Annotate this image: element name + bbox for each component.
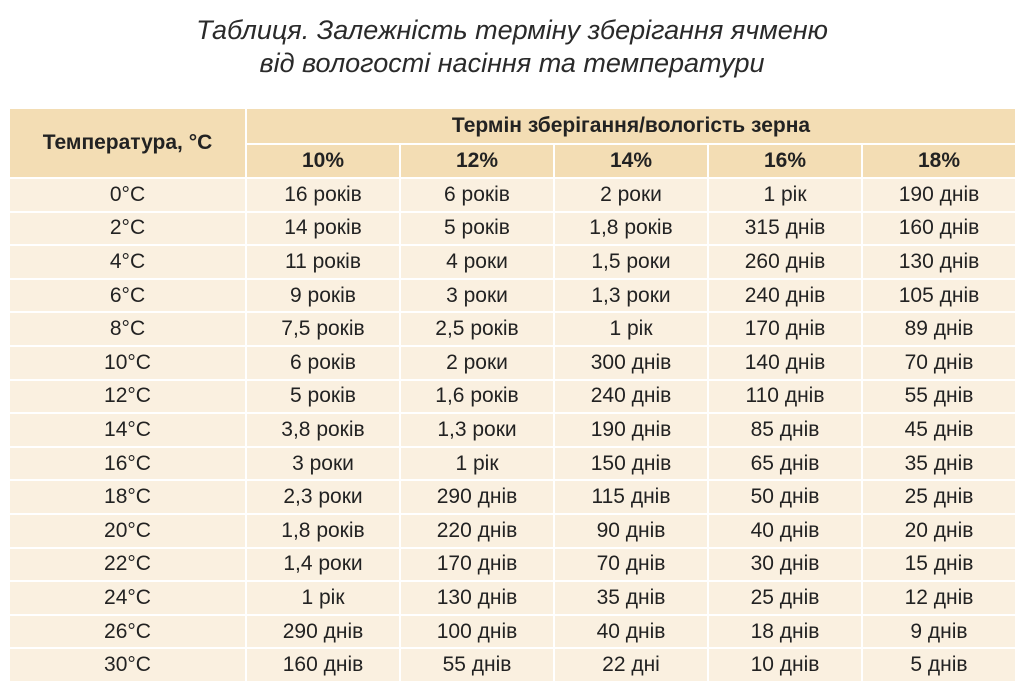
temperature-cell: 10°С [9,346,246,380]
table-row [9,581,1016,615]
caption-line-1: Таблиця. Залежність терміну зберігання ячменю [196,15,828,45]
storage-term-cell: 115 днів [554,480,708,514]
storage-term-cell: 20 днів [862,514,1016,548]
storage-term-cell: 9 років [246,279,400,313]
storage-term-cell: 25 днів [862,480,1016,514]
table-row [9,514,1016,548]
storage-term-cell: 1,3 роки [400,413,554,447]
temperature-cell: 24°С [9,581,246,615]
storage-term-cell: 1,4 роки [246,548,400,582]
storage-term-cell: 1,3 роки [554,279,708,313]
table-row [9,312,1016,346]
storage-term-cell: 260 днів [708,245,862,279]
storage-term-cell: 5 років [246,380,400,414]
moisture-header: 12% [400,144,554,178]
temperature-cell: 14°С [9,413,246,447]
storage-term-cell: 1,6 років [400,380,554,414]
storage-term-cell: 130 днів [400,581,554,615]
storage-term-cell: 220 днів [400,514,554,548]
storage-term-cell: 130 днів [862,245,1016,279]
storage-term-cell: 9 днів [862,615,1016,649]
storage-term-cell: 240 днів [554,380,708,414]
storage-term-cell: 12 днів [862,581,1016,615]
storage-term-cell: 30 днів [708,548,862,582]
temperature-cell: 16°С [9,447,246,481]
table-header [9,108,1016,178]
storage-term-cell: 300 днів [554,346,708,380]
storage-term-cell: 7,5 років [246,312,400,346]
storage-term-cell: 290 днів [400,480,554,514]
storage-term-cell: 2,5 років [400,312,554,346]
storage-term-cell: 50 днів [708,480,862,514]
table-row [9,212,1016,246]
storage-term-cell: 25 днів [708,581,862,615]
storage-moisture-group-header: Термін зберігання/вологість зерна [246,108,1016,144]
storage-term-cell: 16 років [246,178,400,212]
table-row [9,548,1016,582]
storage-term-cell: 3,8 років [246,413,400,447]
storage-term-cell: 1 рік [554,312,708,346]
storage-term-cell: 170 днів [400,548,554,582]
storage-term-cell: 1,8 років [554,212,708,246]
storage-term-cell: 10 днів [708,648,862,682]
storage-term-cell: 240 днів [708,279,862,313]
temperature-cell: 30°С [9,648,246,682]
storage-term-cell: 1 рік [246,581,400,615]
moisture-header: 18% [862,144,1016,178]
storage-term-cell: 160 днів [862,212,1016,246]
storage-term-cell: 40 днів [554,615,708,649]
storage-term-cell: 1 рік [708,178,862,212]
storage-term-cell: 11 років [246,245,400,279]
storage-term-cell: 35 днів [554,581,708,615]
storage-term-cell: 2 роки [554,178,708,212]
storage-term-cell: 15 днів [862,548,1016,582]
temperature-cell: 18°С [9,480,246,514]
table-row [9,279,1016,313]
storage-term-cell: 1,8 років [246,514,400,548]
table-row [9,480,1016,514]
storage-term-cell: 6 років [246,346,400,380]
storage-term-cell: 140 днів [708,346,862,380]
caption-line-2: від вологості насіння та температури [259,48,765,78]
storage-term-cell: 2,3 роки [246,480,400,514]
storage-term-cell: 3 роки [400,279,554,313]
temperature-cell: 4°С [9,245,246,279]
table-row [9,245,1016,279]
storage-term-cell: 5 років [400,212,554,246]
storage-table [8,107,1017,683]
storage-term-cell: 35 днів [862,447,1016,481]
table-row [9,648,1016,682]
storage-term-cell: 170 днів [708,312,862,346]
storage-table-container [8,107,1015,683]
storage-term-cell: 55 днів [862,380,1016,414]
storage-term-cell: 315 днів [708,212,862,246]
storage-term-cell: 3 роки [246,447,400,481]
storage-term-cell: 100 днів [400,615,554,649]
storage-term-cell: 5 днів [862,648,1016,682]
temperature-cell: 0°С [9,178,246,212]
storage-term-cell: 89 днів [862,312,1016,346]
storage-term-cell: 45 днів [862,413,1016,447]
moisture-header: 10% [246,144,400,178]
storage-term-cell: 190 днів [554,413,708,447]
storage-term-cell: 4 роки [400,245,554,279]
temperature-cell: 26°С [9,615,246,649]
storage-term-cell: 65 днів [708,447,862,481]
header-row-top [9,108,1016,144]
storage-term-cell: 14 років [246,212,400,246]
temperature-column-header: Температура, °С [9,108,246,178]
table-row [9,447,1016,481]
storage-term-cell: 110 днів [708,380,862,414]
table-body [9,178,1016,682]
temperature-cell: 8°С [9,312,246,346]
storage-term-cell: 6 років [400,178,554,212]
temperature-cell: 12°С [9,380,246,414]
table-row [9,380,1016,414]
temperature-cell: 20°С [9,514,246,548]
storage-term-cell: 70 днів [862,346,1016,380]
storage-term-cell: 1,5 роки [554,245,708,279]
storage-term-cell: 18 днів [708,615,862,649]
temperature-cell: 2°С [9,212,246,246]
storage-term-cell: 2 роки [400,346,554,380]
temperature-cell: 6°С [9,279,246,313]
storage-term-cell: 290 днів [246,615,400,649]
table-row [9,178,1016,212]
moisture-header: 14% [554,144,708,178]
storage-term-cell: 70 днів [554,548,708,582]
storage-term-cell: 190 днів [862,178,1016,212]
table-row [9,346,1016,380]
moisture-header: 16% [708,144,862,178]
storage-term-cell: 40 днів [708,514,862,548]
storage-term-cell: 22 дні [554,648,708,682]
temperature-cell: 22°С [9,548,246,582]
storage-term-cell: 105 днів [862,279,1016,313]
storage-term-cell: 55 днів [400,648,554,682]
storage-term-cell: 160 днів [246,648,400,682]
table-row [9,413,1016,447]
table-row [9,615,1016,649]
storage-term-cell: 1 рік [400,447,554,481]
table-caption [0,14,1024,80]
storage-term-cell: 90 днів [554,514,708,548]
storage-term-cell: 150 днів [554,447,708,481]
storage-term-cell: 85 днів [708,413,862,447]
